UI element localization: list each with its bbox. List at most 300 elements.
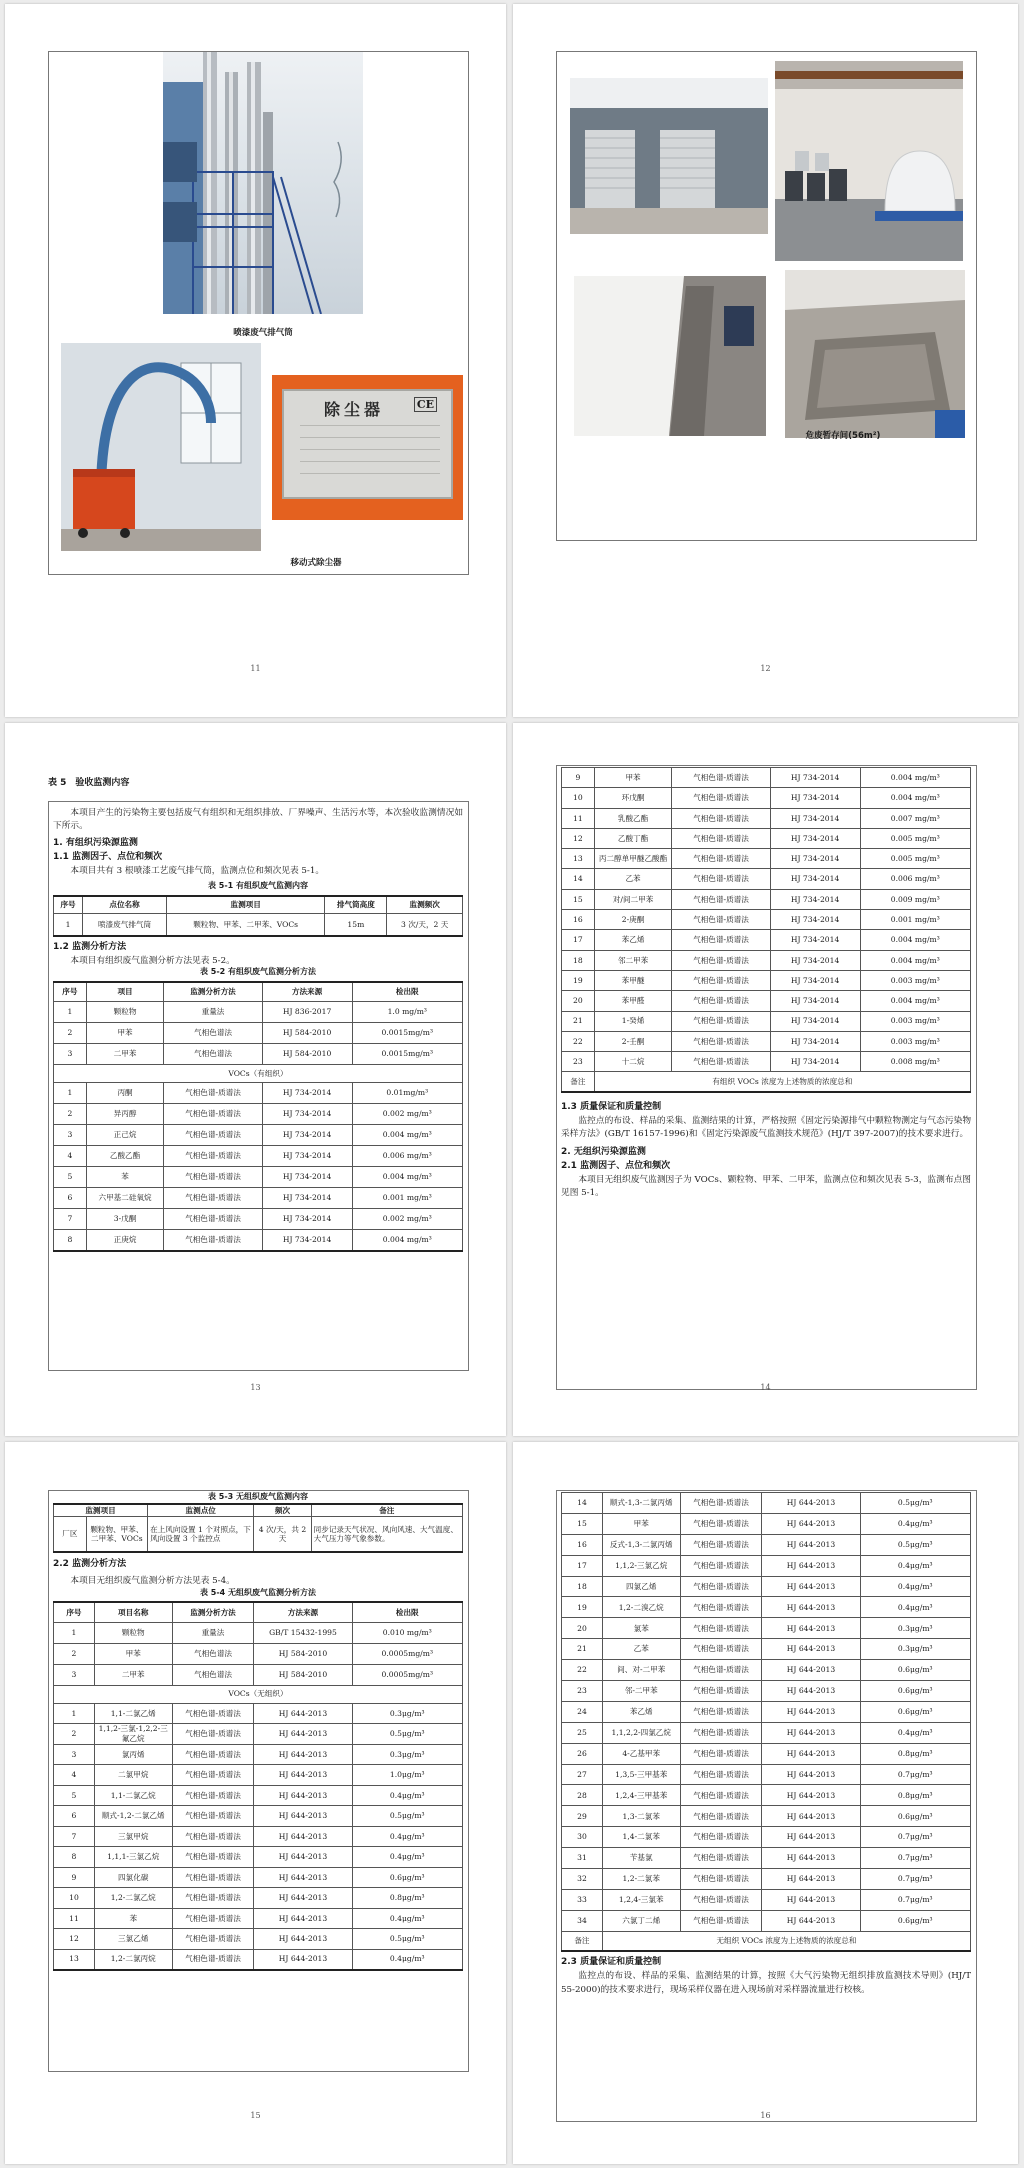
table-cell: 23 — [562, 1052, 595, 1072]
page-number: 12 — [760, 664, 771, 673]
table-cell: 3 — [54, 1125, 87, 1146]
table-row — [54, 1908, 463, 1929]
table-cell: 四氯乙烯 — [602, 1576, 680, 1597]
col-header: 监测频次 — [387, 896, 463, 914]
table-cell: 0.4μg/m³ — [860, 1597, 970, 1618]
table-cell: 0.5μg/m³ — [352, 1806, 462, 1827]
table-cell: 0.004 mg/m³ — [860, 768, 970, 788]
table-row — [562, 970, 971, 990]
table-cell: 0.010 mg/m³ — [352, 1622, 462, 1643]
table-cell: 22 — [562, 1031, 595, 1051]
table-cell: 1,2-二氯苯 — [602, 1869, 680, 1890]
table-cell: 10 — [54, 1888, 95, 1909]
table-cell: 0.004 mg/m³ — [352, 1167, 462, 1188]
table-row — [562, 1806, 971, 1827]
table-cell: 丙二醇单甲醚乙酸酯 — [594, 849, 672, 869]
table-row — [562, 849, 971, 869]
heading-organized: 1. 有组织污染源监测 — [53, 837, 138, 848]
table-cell: HJ 644-2013 — [254, 1744, 352, 1765]
table-cell: 气相色谱-质谱法 — [680, 1848, 762, 1869]
table-cell: 18 — [562, 950, 595, 970]
table-cell: 6 — [54, 1806, 95, 1827]
table-cell: 32 — [562, 1869, 603, 1890]
table-cell: 气相色谱-质谱法 — [680, 1660, 762, 1681]
table-cell: 1,2,4-三甲基苯 — [602, 1785, 680, 1806]
table-cell: 0.7μg/m³ — [860, 1889, 970, 1910]
table-cell: 1.0 mg/m³ — [352, 1002, 462, 1023]
table-row — [54, 1785, 463, 1806]
table-note-row — [562, 1072, 971, 1092]
table-cell: 气相色谱-质谱法 — [680, 1534, 762, 1555]
table-cell: HJ 734-2014 — [770, 950, 860, 970]
table-cell: 气相色谱法 — [164, 1044, 262, 1065]
table-cell: 21 — [562, 1011, 595, 1031]
table-cell: 气相色谱-质谱法 — [680, 1618, 762, 1639]
storage-exterior-photo — [570, 78, 768, 234]
table-row — [562, 1534, 971, 1555]
table-cell: 苯甲醛 — [594, 991, 672, 1011]
table-cell: 0.005 mg/m³ — [860, 828, 970, 848]
table-row — [54, 1724, 463, 1745]
table-cell: 甲苯 — [594, 768, 672, 788]
table-cell: 0.7μg/m³ — [860, 1869, 970, 1890]
table-cell: 17 — [562, 930, 595, 950]
table-cell: 气相色谱-质谱法 — [680, 1639, 762, 1660]
table-cell: HJ 836-2017 — [262, 1002, 352, 1023]
table-cell: 16 — [562, 910, 595, 930]
table-cell: 9 — [54, 1867, 95, 1888]
table-cell: 0.8μg/m³ — [860, 1743, 970, 1764]
table-cell: 乙苯 — [594, 869, 672, 889]
table-cell: 3-戊酮 — [86, 1209, 164, 1230]
table-cell: HJ 734-2014 — [262, 1167, 352, 1188]
table-cell: HJ 644-2013 — [762, 1576, 860, 1597]
table-row — [54, 1209, 463, 1230]
page-number: 14 — [760, 1383, 771, 1392]
table-cell: 气相色谱-质谱法 — [172, 1785, 254, 1806]
table-row — [54, 1044, 463, 1065]
table-row — [562, 1031, 971, 1051]
table-cell: HJ 734-2014 — [262, 1104, 352, 1125]
paragraph-1-2: 本项目有组织废气监测分析方法见表 5-2。 — [70, 955, 235, 966]
table-cell: 34 — [562, 1910, 603, 1931]
table-row — [54, 1744, 463, 1765]
table-cell: HJ 734-2014 — [770, 991, 860, 1011]
nameplate-title: 除尘器 — [324, 400, 385, 419]
storage-interior-drums-photo — [775, 61, 963, 261]
table-cell: HJ 734-2014 — [770, 889, 860, 909]
table-cell: 1 — [54, 1703, 95, 1724]
voc-group-header: VOCs（有组织） — [54, 1065, 463, 1083]
table-cell: HJ 644-2013 — [762, 1827, 860, 1848]
table-cell: HJ 734-2014 — [770, 849, 860, 869]
table-5-4-continued — [561, 1492, 971, 1952]
table-cell: HJ 644-2013 — [762, 1681, 860, 1702]
table-cell: 气相色谱-质谱法 — [172, 1744, 254, 1765]
table-cell: 5 — [54, 1785, 95, 1806]
table-cell: 0.009 mg/m³ — [860, 889, 970, 909]
table-cell: 0.6μg/m³ — [860, 1660, 970, 1681]
table-cell: 0.6μg/m³ — [860, 1681, 970, 1702]
table-cell: 2 — [54, 1724, 95, 1745]
table-5-4 — [53, 1601, 463, 1971]
table-cell: 气相色谱-质谱法 — [680, 1576, 762, 1597]
table-cell: HJ 644-2013 — [254, 1724, 352, 1745]
table-cell: 乙酸丁酯 — [594, 828, 672, 848]
table-cell: 0.6μg/m³ — [860, 1910, 970, 1931]
table-cell: HJ 644-2013 — [762, 1848, 860, 1869]
table-cell: 二氯甲烷 — [94, 1765, 172, 1786]
table-row — [54, 1622, 463, 1643]
table-cell: HJ 734-2014 — [770, 808, 860, 828]
table-cell: 气相色谱-质谱法 — [164, 1125, 262, 1146]
table-row — [54, 1065, 463, 1083]
table-cell: 27 — [562, 1764, 603, 1785]
table-cell: 六甲基二硅氧烷 — [86, 1188, 164, 1209]
table-row — [54, 1002, 463, 1023]
table-cell: 气相色谱-质谱法 — [680, 1889, 762, 1910]
table-cell: 3 — [54, 1664, 95, 1685]
table-cell: 气相色谱-质谱法 — [164, 1230, 262, 1251]
table-cell: 气相色谱-质谱法 — [172, 1703, 254, 1724]
table-cell: 0.4μg/m³ — [352, 1949, 462, 1970]
table-cell: 0.5μg/m³ — [860, 1493, 970, 1514]
table-cell: 0.004 mg/m³ — [860, 788, 970, 808]
table-5-2-continued — [561, 767, 971, 1093]
table-cell: HJ 644-2013 — [254, 1785, 352, 1806]
col-header: 监测项目 — [54, 1504, 148, 1516]
intro-paragraph: 本项目产生的污染物主要包括废气有组织和无组织排放、厂界噪声、生活污水等，本次验收监测情况如下所示。 — [53, 808, 463, 832]
table-cell: 邻-二甲苯 — [602, 1681, 680, 1702]
caption-mobile-dust-collector: 移动式除尘器 — [290, 558, 342, 568]
page-number: 15 — [250, 2111, 261, 2120]
table-cell: 气相色谱-质谱法 — [680, 1764, 762, 1785]
table-cell: 1,2-二氯乙烷 — [94, 1888, 172, 1909]
table-cell: 0.004 mg/m³ — [860, 950, 970, 970]
table-cell: 26 — [562, 1743, 603, 1764]
table-row — [562, 1848, 971, 1869]
table-cell: 氯苯 — [602, 1618, 680, 1639]
table-cell: 0.6μg/m³ — [860, 1806, 970, 1827]
col-header: 频次 — [254, 1504, 311, 1516]
table-cell: 气相色谱-质谱法 — [172, 1908, 254, 1929]
table-cell: 异丙醇 — [86, 1104, 164, 1125]
table-cell: 3 — [54, 1044, 87, 1065]
table-row — [54, 1867, 463, 1888]
table-row — [562, 1555, 971, 1576]
heading-1-3: 1.3 质量保证和质量控制 — [561, 1101, 662, 1112]
table-cell: HJ 644-2013 — [762, 1889, 860, 1910]
table-cell: HJ 644-2013 — [762, 1597, 860, 1618]
col-header: 监测点位 — [148, 1504, 254, 1516]
table-cell: HJ 644-2013 — [762, 1513, 860, 1534]
table-row — [562, 808, 971, 828]
table-5-3 — [53, 1503, 463, 1553]
table-row — [54, 1888, 463, 1909]
table-cell: 气相色谱-质谱法 — [164, 1083, 262, 1104]
col-header: 序号 — [54, 982, 87, 1002]
table-cell: 0.4μg/m³ — [352, 1785, 462, 1806]
section-title: 表 5 验收监测内容 — [48, 778, 130, 788]
table-cell: 气相色谱-质谱法 — [172, 1765, 254, 1786]
table-cell: 0.7μg/m³ — [860, 1764, 970, 1785]
table-cell: HJ 734-2014 — [770, 768, 860, 788]
table-cell: 气相色谱-质谱法 — [164, 1209, 262, 1230]
col-header: 项目 — [86, 982, 164, 1002]
table-cell: 4 — [54, 1765, 95, 1786]
table-cell: HJ 644-2013 — [762, 1493, 860, 1514]
table-cell: 气相色谱-质谱法 — [680, 1722, 762, 1743]
table-cell: 1,2-二氯丙烷 — [94, 1949, 172, 1970]
paragraph-1-3: 监控点的布设、样品的采集、监测结果的计算，严格按照《固定污染源排气中颗粒物测定与气态污染物采样方法》(GB/T 16157-1996)和《固定污染源废气监测技术规范》(HJ/T 397-2007)的技术要求进行。 — [561, 1115, 971, 1140]
page-16 — [513, 1442, 1018, 2164]
table-cell: 0.003 mg/m³ — [860, 1031, 970, 1051]
paragraph-2-2: 本项目无组织废气监测分析方法见表 5-4。 — [70, 1576, 235, 1587]
table-row — [562, 1052, 971, 1072]
table-row — [562, 1827, 971, 1848]
table-row — [562, 1513, 971, 1534]
table-cell: 10 — [562, 788, 595, 808]
table-cell: 颗粒物、甲苯、二甲苯、VOCs — [166, 914, 324, 936]
table-cell: 16 — [562, 1534, 603, 1555]
col-header: 方法来源 — [262, 982, 352, 1002]
table-cell: HJ 734-2014 — [262, 1083, 352, 1104]
table-cell: 0.5μg/m³ — [352, 1929, 462, 1950]
table-cell: 气相色谱-质谱法 — [672, 930, 770, 950]
table-cell: 0.5μg/m³ — [860, 1534, 970, 1555]
table-cell: 3 次/天，2 天 — [387, 914, 463, 936]
table-row — [562, 889, 971, 909]
table-cell: 17 — [562, 1555, 603, 1576]
col-header: 排气筒高度 — [325, 896, 387, 914]
table-cell: 0.7μg/m³ — [860, 1827, 970, 1848]
table-cell: 2 — [54, 1643, 95, 1664]
table-cell: 2-庚酮 — [594, 910, 672, 930]
table-5-2 — [53, 981, 463, 1252]
table-cell: HJ 734-2014 — [262, 1125, 352, 1146]
table-cell: HJ 644-2013 — [254, 1888, 352, 1909]
table-cell: 28 — [562, 1785, 603, 1806]
table-cell: 0.006 mg/m³ — [860, 869, 970, 889]
table-row — [562, 1785, 971, 1806]
table-cell: 二甲苯 — [94, 1664, 172, 1685]
storage-trench-photo — [574, 276, 766, 436]
table-cell: 甲苯 — [602, 1513, 680, 1534]
table-cell: 15 — [562, 1513, 603, 1534]
table-cell: GB/T 15432-1995 — [254, 1622, 352, 1643]
table-row — [54, 1146, 463, 1167]
table-cell: 0.0015mg/m³ — [352, 1044, 462, 1065]
table-cell: 33 — [562, 1889, 603, 1910]
table-cell: 环戊酮 — [594, 788, 672, 808]
table-row — [54, 1847, 463, 1868]
table-row — [562, 1869, 971, 1890]
table-cell: 0.3μg/m³ — [860, 1639, 970, 1660]
table-cell: 气相色谱-质谱法 — [680, 1743, 762, 1764]
table-cell: 0.3μg/m³ — [352, 1703, 462, 1724]
note-text: 有组织 VOCs 浓度为上述物质的浓度总和 — [594, 1072, 970, 1092]
table-cell: HJ 734-2014 — [262, 1230, 352, 1251]
table-cell: 2 — [54, 1104, 87, 1125]
table-cell: 气相色谱-质谱法 — [164, 1104, 262, 1125]
table-cell: 气相色谱-质谱法 — [680, 1701, 762, 1722]
table-cell: 气相色谱-质谱法 — [172, 1867, 254, 1888]
table-cell: 间、对-二甲苯 — [602, 1660, 680, 1681]
table-cell: HJ 644-2013 — [762, 1910, 860, 1931]
table-cell: 1,1-二氯乙烯 — [94, 1703, 172, 1724]
table-row — [54, 1188, 463, 1209]
table-cell: 顺式-1,2-二氯乙烯 — [94, 1806, 172, 1827]
table-cell: 苯乙烯 — [602, 1701, 680, 1722]
table-row — [562, 1681, 971, 1702]
table-row — [562, 828, 971, 848]
table-row — [54, 1826, 463, 1847]
heading-2-2: 2.2 监测分析方法 — [53, 1559, 127, 1570]
exhaust-stack-photo — [163, 52, 363, 314]
table-cell: 1 — [54, 914, 83, 936]
table-cell: 0.6μg/m³ — [860, 1701, 970, 1722]
table-cell: 0.006 mg/m³ — [352, 1146, 462, 1167]
table-cell: 气相色谱-质谱法 — [672, 1052, 770, 1072]
table-cell: 4-乙基甲苯 — [602, 1743, 680, 1764]
table-5-4-caption: 表 5-4 无组织废气监测分析方法 — [199, 1587, 317, 1597]
table-cell: 1,1,2-三氯-1,2,2-三氟乙烷 — [94, 1724, 172, 1745]
table-cell: 0.4μg/m³ — [352, 1847, 462, 1868]
table-cell: 在上风向设置 1 个对照点，下风向设置 3 个监控点 — [148, 1516, 254, 1552]
table-cell: 1,3-二氯苯 — [602, 1806, 680, 1827]
table-cell: HJ 644-2013 — [762, 1534, 860, 1555]
table-cell: 8 — [54, 1847, 95, 1868]
col-header: 点位名称 — [83, 896, 167, 914]
table-cell: 0.01mg/m³ — [352, 1083, 462, 1104]
table-cell: 0.8μg/m³ — [352, 1888, 462, 1909]
col-header: 监测项目 — [166, 896, 324, 914]
table-row — [54, 1125, 463, 1146]
table-cell: 气相色谱-质谱法 — [672, 910, 770, 930]
table-cell: HJ 734-2014 — [770, 910, 860, 930]
table-cell: 气相色谱-质谱法 — [672, 808, 770, 828]
table-row — [562, 1910, 971, 1931]
table-cell: 0.4μg/m³ — [860, 1722, 970, 1743]
table-cell: 0.4μg/m³ — [860, 1576, 970, 1597]
table-cell: 23 — [562, 1681, 603, 1702]
table-row — [562, 1639, 971, 1660]
table-cell: 0.004 mg/m³ — [352, 1125, 462, 1146]
table-cell: 9 — [562, 768, 595, 788]
table-cell: 苯乙烯 — [594, 930, 672, 950]
table-row — [562, 950, 971, 970]
table-row — [54, 1104, 463, 1125]
col-header: 序号 — [54, 896, 83, 914]
table-cell: HJ 644-2013 — [762, 1806, 860, 1827]
table-cell: 气相色谱-质谱法 — [672, 970, 770, 990]
col-header: 检出限 — [352, 1602, 462, 1622]
table-row — [54, 1703, 463, 1724]
table-cell: 1,1,2,2-四氯乙烷 — [602, 1722, 680, 1743]
page-13 — [5, 723, 506, 1436]
table-cell: 六氯丁二烯 — [602, 1910, 680, 1931]
table-cell: 1,4-二氯苯 — [602, 1827, 680, 1848]
table-cell: 18 — [562, 1576, 603, 1597]
table-cell: 4 — [54, 1146, 87, 1167]
page-11 — [5, 4, 506, 717]
table-row — [562, 869, 971, 889]
table-cell: 5 — [54, 1167, 87, 1188]
table-cell: 1,3,5-三甲基苯 — [602, 1764, 680, 1785]
table-cell: 气相色谱-质谱法 — [680, 1806, 762, 1827]
table-row — [562, 1889, 971, 1910]
storage-pit-photo — [785, 270, 965, 438]
table-cell: 气相色谱-质谱法 — [172, 1806, 254, 1827]
table-row — [562, 1764, 971, 1785]
table-cell: 0.8μg/m³ — [860, 1785, 970, 1806]
table-cell: HJ 644-2013 — [254, 1847, 352, 1868]
table-cell: 颗粒物、甲苯、二甲苯、VOCs — [86, 1516, 147, 1552]
table-row — [562, 910, 971, 930]
table-row — [562, 1722, 971, 1743]
table-cell: 6 — [54, 1188, 87, 1209]
table-cell: 0.4μg/m³ — [352, 1908, 462, 1929]
table-cell: 0.6μg/m³ — [352, 1867, 462, 1888]
table-cell: 顺式-1,3-二氯丙烯 — [602, 1493, 680, 1514]
table-cell: 24 — [562, 1701, 603, 1722]
table-cell: 苯甲醚 — [594, 970, 672, 990]
table-cell: 十二烷 — [594, 1052, 672, 1072]
table-cell: 气相色谱法 — [164, 1023, 262, 1044]
table-cell: 29 — [562, 1806, 603, 1827]
table-cell: 气相色谱-质谱法 — [672, 828, 770, 848]
table-cell: HJ 734-2014 — [770, 1011, 860, 1031]
table-cell: 25 — [562, 1722, 603, 1743]
table-cell: HJ 644-2013 — [254, 1765, 352, 1786]
table-cell: 乙酸乙酯 — [86, 1146, 164, 1167]
table-cell: 1,1,1-三氯乙烷 — [94, 1847, 172, 1868]
page-15 — [5, 1442, 506, 2164]
table-cell: 反式-1,3-二氯丙烯 — [602, 1534, 680, 1555]
table-cell: 12 — [54, 1929, 95, 1950]
table-row — [562, 1011, 971, 1031]
table-cell: 乙苯 — [602, 1639, 680, 1660]
dust-collector-nameplate-photo — [272, 375, 463, 520]
table-cell: 0.3μg/m³ — [860, 1618, 970, 1639]
table-cell: 0.004 mg/m³ — [860, 991, 970, 1011]
table-cell: 0.0005mg/m³ — [352, 1664, 462, 1685]
table-cell: 三氯乙烯 — [94, 1929, 172, 1950]
table-cell: HJ 734-2014 — [262, 1209, 352, 1230]
table-cell: 13 — [54, 1949, 95, 1970]
col-header: 备注 — [311, 1504, 462, 1516]
table-cell: 三氯甲烷 — [94, 1826, 172, 1847]
paragraph-2-1: 本项目无组织废气监测因子为 VOCs、颗粒物、甲苯、二甲苯，监测点位和频次见表 5-3，监测布点图见图 5-1。 — [561, 1174, 971, 1199]
table-cell: 气相色谱-质谱法 — [172, 1724, 254, 1745]
table-cell: 0.7μg/m³ — [860, 1848, 970, 1869]
table-cell: 气相色谱-质谱法 — [680, 1493, 762, 1514]
caption-hazardous-waste-storage: 危废暂存间(56m²) — [805, 431, 881, 441]
table-cell: 气相色谱-质谱法 — [672, 788, 770, 808]
table-cell: 0.001 mg/m³ — [860, 910, 970, 930]
page-number: 16 — [760, 2111, 771, 2120]
page-12 — [513, 4, 1018, 717]
table-cell: 气相色谱-质谱法 — [172, 1888, 254, 1909]
table-cell: 气相色谱法 — [172, 1643, 254, 1664]
table-cell: 30 — [562, 1827, 603, 1848]
table-cell: HJ 644-2013 — [762, 1869, 860, 1890]
table-cell: HJ 734-2014 — [262, 1146, 352, 1167]
table-cell: 0.003 mg/m³ — [860, 970, 970, 990]
table-cell: 0.0015mg/m³ — [352, 1023, 462, 1044]
caption-exhaust-stack: 喷漆废气排气筒 — [233, 328, 293, 338]
col-header: 监测分析方法 — [164, 982, 262, 1002]
